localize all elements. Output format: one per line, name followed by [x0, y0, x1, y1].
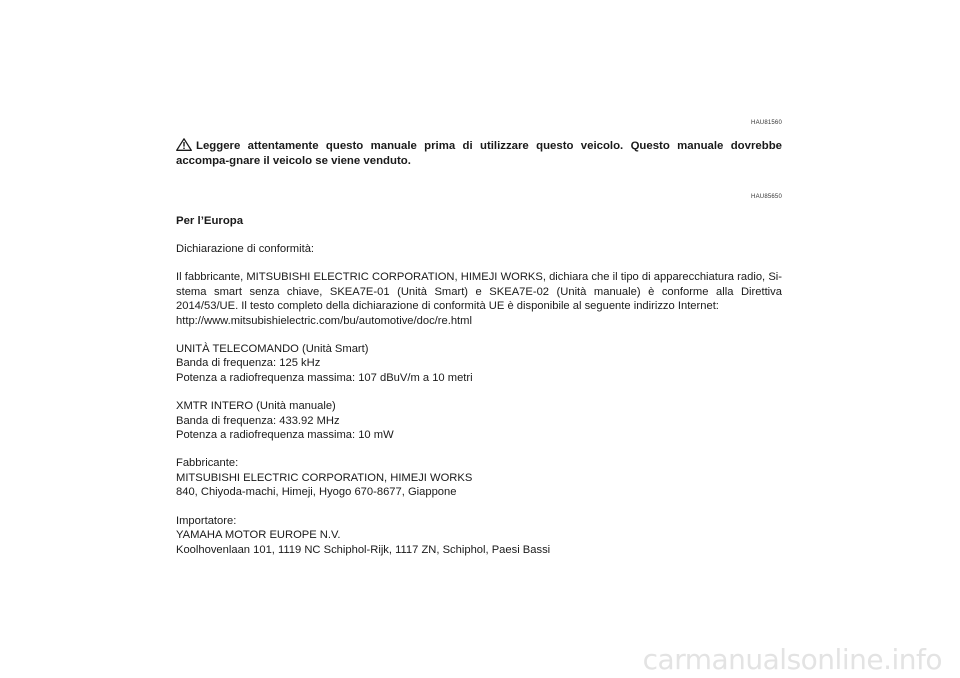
smart-unit-block: [176, 342, 782, 385]
importer-name: YAMAHA MOTOR EUROPE N.V.: [176, 529, 341, 542]
declaration-text: Il fabbricante, MITSUBISHI ELECTRIC CORPORATION, HIMEJI WORKS, dichiara che il tipo di apparecchiatura radio, Si-stema smart senza chiave, SKEA7E-01 (Unità Smart) e SKEA7E-02 (Unità manuale) è conforme alla Direttiva 2014/53/UE. Il testo completo della dichiarazione di conformità UE è disponibile al seguente indirizzo Internet:: [176, 271, 782, 313]
smart-unit-power: Potenza a radiofrequenza massima: 107 dBuV/m a 10 metri: [176, 371, 473, 384]
manufacturer-name: MITSUBISHI ELECTRIC CORPORATION, HIMEJI WORKS: [176, 471, 473, 484]
watermark: carmanualsonline.info: [642, 643, 942, 676]
section-code: HAU81560: [751, 120, 782, 126]
manual-unit-block: [176, 399, 782, 442]
section-heading: Per l’Europa: [176, 215, 244, 227]
warning-notice: [176, 138, 782, 168]
manufacturer-block: [176, 456, 782, 499]
smart-unit-name: UNITÀ TELECOMANDO (Unità Smart): [176, 343, 369, 356]
importer-label: Importatore:: [176, 514, 237, 527]
manual-unit-power: Potenza a radiofrequenza massima: 10 mW: [176, 429, 394, 442]
manufacturer-address: 840, Chiyoda-machi, Himeji, Hyogo 670-8677, Giappone: [176, 486, 457, 499]
warning-text: Leggere attentamente questo manuale prima di utilizzare questo veicolo. Questo manuale dovrebbe accompa-gnare il veicolo se viene venduto.: [176, 140, 782, 167]
manual-unit-frequency: Banda di frequenza: 433.92 MHz: [176, 414, 340, 427]
manual-unit-name: XMTR INTERO (Unità manuale): [176, 400, 336, 413]
warning-triangle-icon: [176, 138, 192, 151]
declaration-title: Dichiarazione di conformità:: [176, 243, 315, 255]
importer-address: Koolhovenlaan 101, 1119 NC Schiphol-Rijk, 1117 ZN, Schiphol, Paesi Bassi: [176, 543, 551, 556]
smart-unit-frequency: Banda di frequenza: 125 kHz: [176, 357, 321, 370]
importer-block: [176, 514, 782, 557]
manual-page: [176, 120, 782, 557]
declaration-url: http://www.mitsubishielectric.com/bu/automotive/doc/re.html: [176, 314, 472, 327]
section-code: HAU85650: [751, 194, 782, 200]
manufacturer-label: Fabbricante:: [176, 457, 239, 470]
declaration-paragraph: [176, 270, 782, 328]
